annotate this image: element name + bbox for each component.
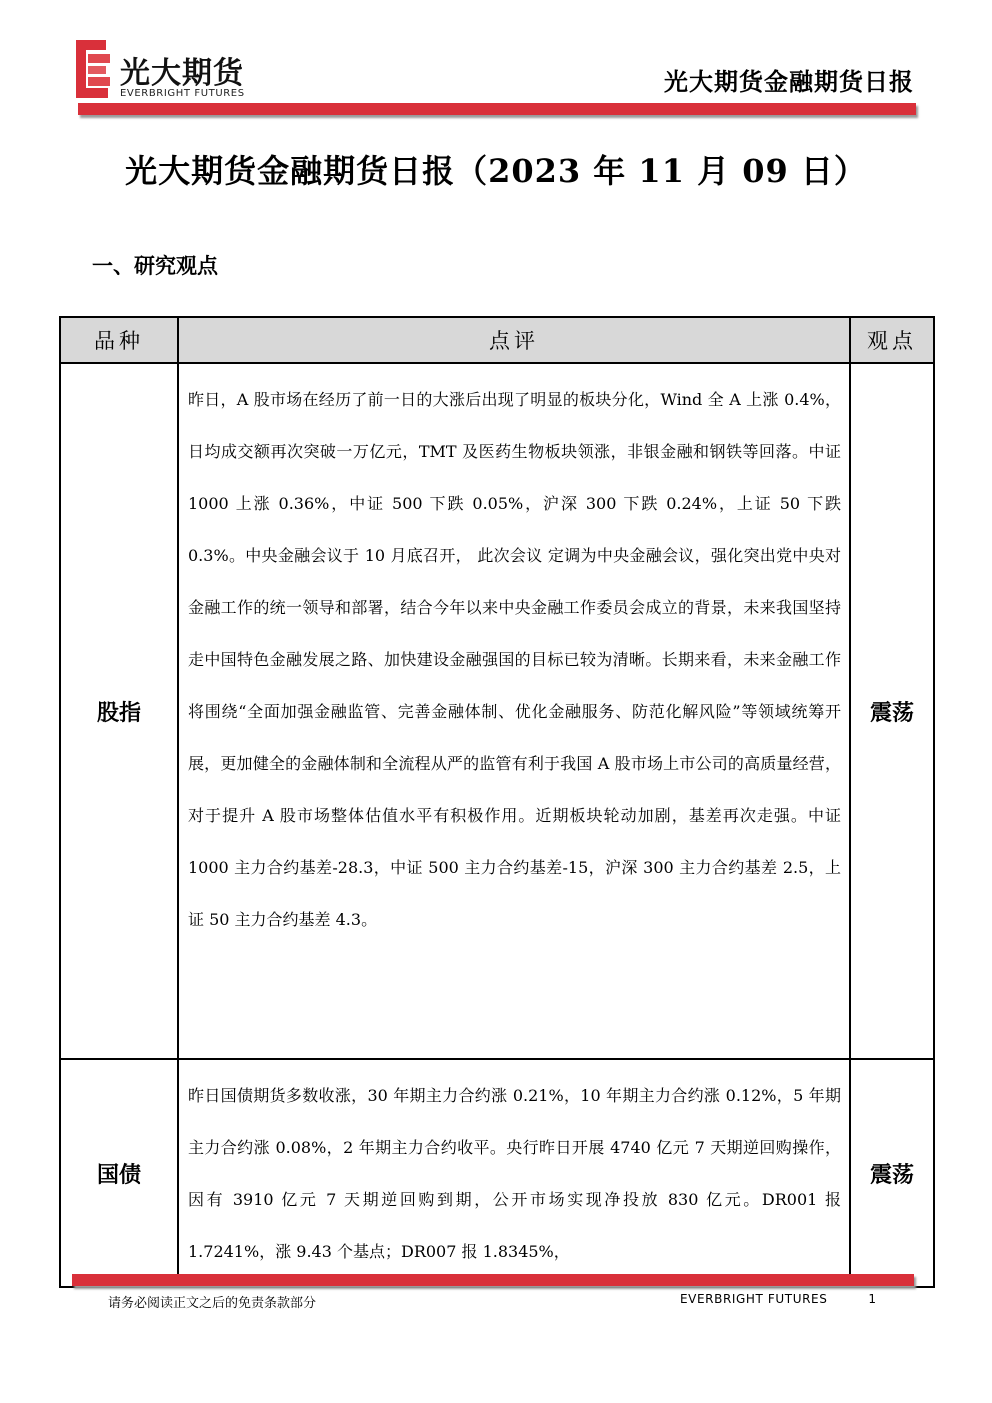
row-view: [850, 1059, 934, 1287]
page-title: 光大期货金融期货日报（2023 年 11 月 09 日）: [125, 152, 867, 190]
row-view: [850, 363, 934, 1059]
logo-text-en: EVERBRIGHT FUTURES: [120, 88, 245, 99]
footer-divider: [72, 1274, 914, 1286]
row-comment: 昨日，A 股市场在经历了前一日的大涨后出现了明显的板块分化，Wind 全 A 上涨 0.4%，日均成交额再次突破一万亿元，TMT 及医药生物板块领涨，非银金融和钢铁等回落。中证 1000 上涨 0.36%，中证 500 下跌 0.05%，沪深 300 下跌 0.24%，上证 50 下跌 0.3%。中央金融会议于 10 月底召开， 此次会议 定调为中央金融会议，强化突出党中央对金融工作的统一领导和部署，结合今年以来中央金融工作委员会成立的背景，未来我国坚持走中国特色金融发展之路、加快建设金融强国的目标已较为清晰。长期来看，未来金融工作将围绕“全面加强金融监管、完善金融体制、优化金融服务、防范化解风险”等领域统筹开展，更加健全的金融体制和全流程从严的监管有利于我国 A 股市场上市公司的高质量经营，对于提升 A 股市场整体估值水平有积极作用。近期板块轮动加剧，基差再次走强。中证 1000 主力合约基差-28.3，中证 500 主力合约基差-15，沪深 300 主力合约基差 2.5，上证 50 主力合约基差 4.3。: [178, 363, 850, 1059]
header-divider: [78, 103, 916, 115]
section-title: 一、研究观点: [92, 253, 218, 278]
row-variety: 股指: [60, 363, 178, 1059]
header-variety: 品种: [60, 317, 178, 363]
logo-text-en-wrap: [120, 81, 245, 100]
header-view: 观点: [850, 317, 934, 363]
header-report-name: 光大期货金融期货日报: [664, 67, 914, 96]
row-view-label: 震荡: [869, 699, 914, 726]
logo-mark-icon: [76, 40, 112, 98]
header-comment: 点评: [178, 317, 850, 363]
table-row: [60, 363, 934, 1059]
logo-text-cn: 光大期货: [120, 56, 244, 91]
research-views-table: [59, 316, 935, 1288]
table-header-row: [60, 317, 934, 363]
row-variety: 国债: [60, 1059, 178, 1287]
row-comment: 昨日国债期货多数收涨，30 年期主力合约涨 0.21%，10 年期主力合约涨 0.12%，5 年期主力合约涨 0.08%，2 年期主力合约收平。央行昨日开展 4740 亿元 7 天期逆回购操作，因有 3910 亿元 7 天期逆回购到期，公开市场实现净投放 830 亿元。DR001 报 1.7241%，涨 9.43 个基点；DR007 报 1.8345%，: [178, 1059, 850, 1287]
footer-disclaimer: 请务必阅读正文之后的免责条款部分: [108, 1296, 317, 1311]
row-view-label: 震荡: [869, 1161, 914, 1188]
table-row: [60, 1059, 934, 1287]
page-number: 1: [868, 1292, 876, 1306]
footer-brand: EVERBRIGHT FUTURES: [680, 1292, 828, 1306]
